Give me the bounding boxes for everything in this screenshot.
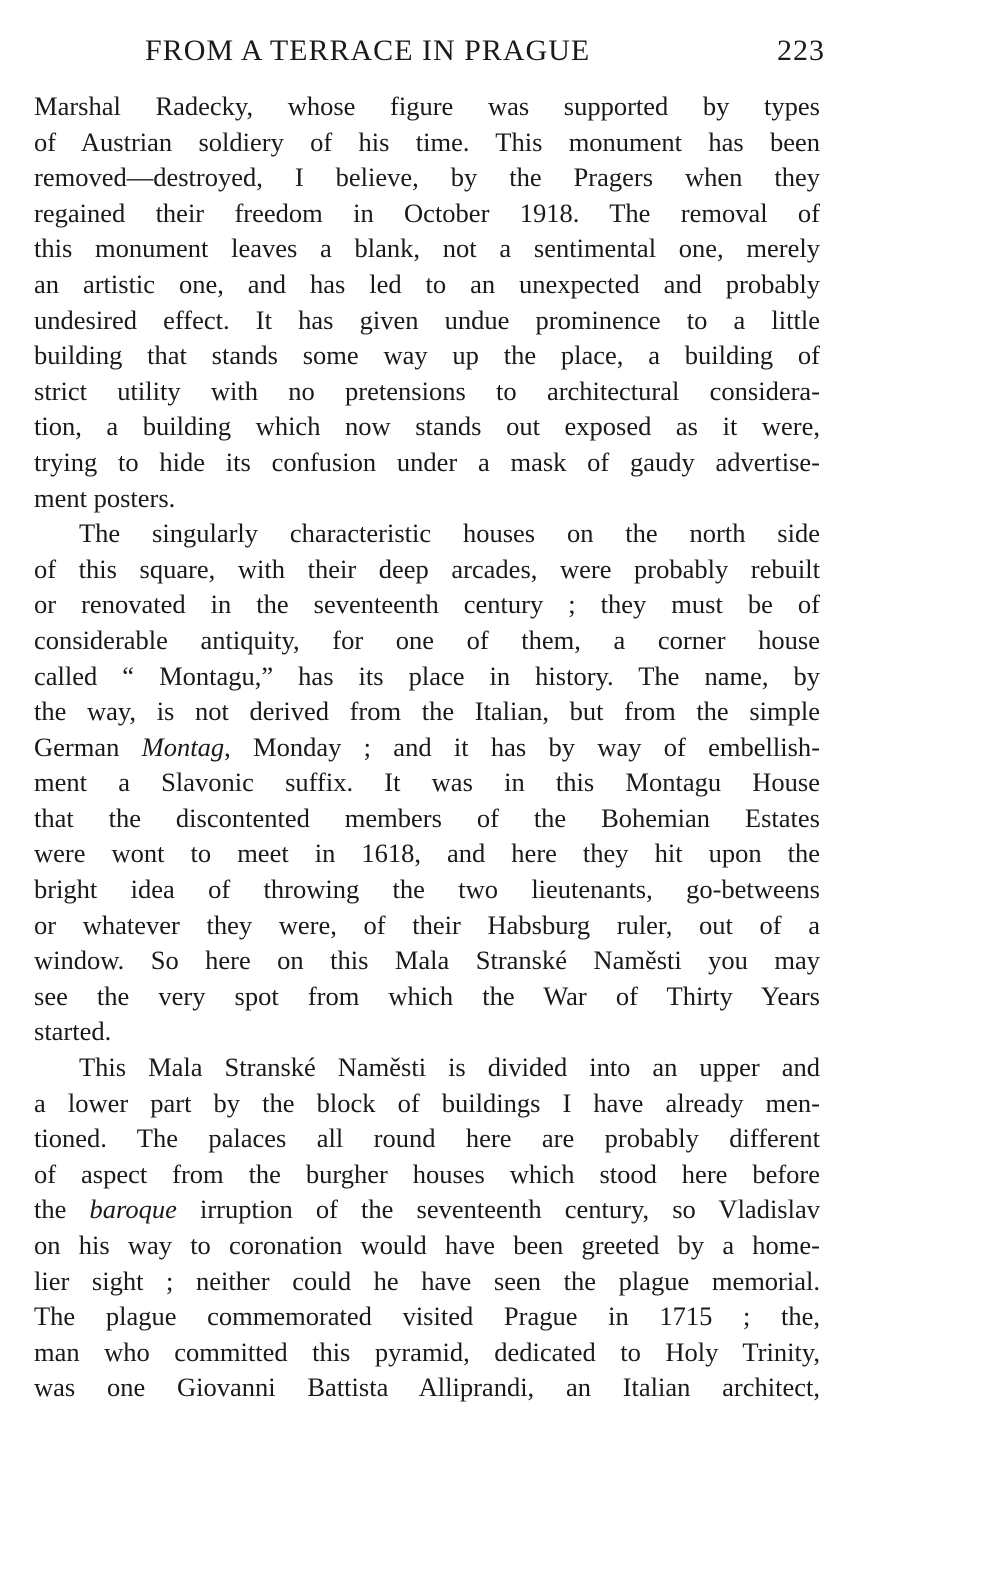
text-line: lier sight ; neither could he have seen the plague memorial.: [34, 1265, 820, 1296]
text-line: of aspect from the burgher houses which stood here before: [34, 1158, 820, 1189]
text-line: building that stands some way up the place, a building of: [34, 340, 820, 371]
text-line: trying to hide its confusion under a mask of gaudy advertise-: [34, 446, 820, 477]
text-line: an artistic one, and has led to an unexpected and probably: [34, 268, 820, 299]
text-line: ment a Slavonic suffix. It was in this Montagu House: [34, 767, 820, 798]
text-line: called “ Montagu,” has its place in history. The name, by: [34, 660, 820, 691]
text-line: bright idea of throwing the two lieutenants, go-betweens: [34, 874, 820, 905]
text-line: considerable antiquity, for one of them, a corner house: [34, 624, 820, 655]
text-line: The plague commemorated visited Prague in 1715 ; the,: [34, 1301, 820, 1332]
text-run: German: [34, 731, 142, 762]
text-line: the way, is not derived from the Italian, but from the simple: [34, 696, 820, 727]
text-line: This Mala Stranské Naměsti is divided into an upper and: [79, 1052, 820, 1083]
text-line: strict utility with no pretensions to architectural considera-: [34, 375, 820, 406]
text-line: tion, a building which now stands out exposed as it were,: [34, 411, 820, 442]
text-line: that the discontented members of the Bohemian Estates: [34, 802, 820, 833]
text-line-mixed: [34, 1192, 820, 1228]
text-line: Marshal Radecky, whose figure was supported by types: [34, 91, 820, 121]
text-line: ment posters.: [34, 482, 176, 513]
page-number: 223: [777, 34, 825, 67]
text-line: was one Giovanni Battista Alliprandi, an Italian architect,: [34, 1372, 820, 1403]
text-line: on his way to coronation would have been greeted by a home-: [34, 1230, 820, 1260]
paragraph: [34, 89, 820, 516]
text-line: of Austrian soldiery of his time. This monument has been: [34, 126, 820, 157]
text-line: started.: [34, 1016, 112, 1047]
text-line: of this square, with their deep arcades, were probably rebuilt: [34, 553, 820, 584]
text-line: or renovated in the seventeenth century ; they must be of: [34, 589, 820, 620]
text-line: see the very spot from which the War of Thirty Years: [34, 980, 820, 1011]
text-line: undesired effect. It has given undue prominence to a little: [34, 304, 820, 335]
text-line: or whatever they were, of their Habsburg ruler, out of a: [34, 909, 820, 940]
paragraph: [34, 1050, 820, 1406]
text-line: tioned. The palaces all round here are probably different: [34, 1123, 820, 1154]
text-run: irruption of the seventeenth century, so Vladislav: [176, 1194, 820, 1225]
text-line: were wont to meet in 1618, and here they hit upon the: [34, 838, 820, 869]
running-header: [145, 34, 825, 74]
text-line: window. So here on this Mala Stranské Naměsti you may: [34, 945, 820, 976]
text-line-mixed: [34, 730, 820, 766]
text-run: the: [34, 1194, 90, 1225]
text-line: regained their freedom in October 1918. The removal of: [34, 197, 820, 228]
text-line: The singularly characteristic houses on the north side: [79, 518, 820, 549]
italic-word: baroque: [89, 1194, 177, 1225]
italic-word: Montag: [141, 731, 225, 762]
text-line: this monument leaves a blank, not a sentimental one, merely: [34, 233, 820, 264]
text-run: , Monday ; and it has by way of embellish-: [224, 731, 820, 762]
paragraph: [34, 516, 820, 1050]
text-line: a lower part by the block of buildings I have already men-: [34, 1087, 820, 1118]
running-title: FROM A TERRACE IN PRAGUE: [145, 34, 591, 67]
text-line: removed—destroyed, I believe, by the Pragers when they: [34, 162, 820, 193]
body-text: [34, 89, 820, 1406]
text-line: man who committed this pyramid, dedicated to Holy Trinity,: [34, 1336, 820, 1367]
